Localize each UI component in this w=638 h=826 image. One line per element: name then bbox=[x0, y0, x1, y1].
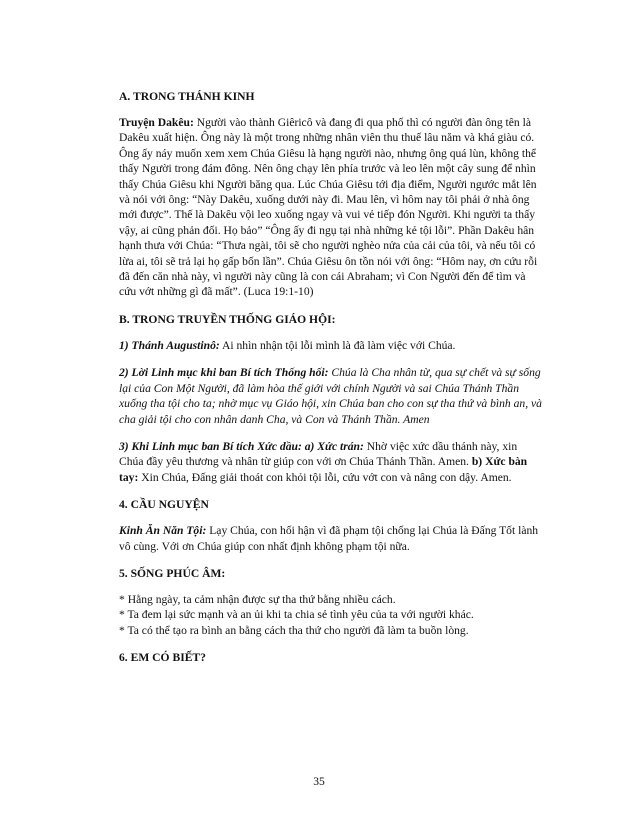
document-body bbox=[119, 89, 543, 676]
section-4-paragraph bbox=[119, 523, 543, 554]
section-5-heading: 5. SỐNG PHÚC ÂM: bbox=[119, 566, 226, 580]
section-a-text: Người vào thành Giêricô và đang đi qua phố thì có người đàn ông tên là Dakêu xuất hiện. Ông này là một trong những nhân viên thu thuế lâu năm và khá giàu có. Ông ấy náy muốn xem xem Chúa Giêsu là hạng người nào, nhưng ông quá lùn, không thể thấy Người trong đám đông. Nên ông chạy lên phía trước và leo lên một cây sung để nhìn thấy Chúa Giêsu khi Người băng qua. Lúc Chúa Giêsu tới địa điểm, Người ngước mắt lên và nói với ông: “Này Dakêu, xuống dưới này đi. Mau lên, vì hôm nay tôi phải ở nhà ông mới được”. Thế là Dakêu vội leo xuống ngay và vui vẻ tiếp đón Người. Khi người ta thấy vậy, ai cũng phản đối. Họ bảo” “Ông ấy đi ngụ tại nhà những kẻ tội lỗi”. Phần Dakêu hân hạnh thưa với Chúa: “Thưa ngài, tôi sẽ cho người nghèo nửa của cải của tôi, và nếu tôi có lừa ai, tôi sẽ trả lại họ gấp bốn lần”. Chúa Giêsu ôn tồn nói với ông: “Hôm nay, ơn cứu rỗi đã đến căn nhà này, vì người này cũng là con cái Abraham; vì Con Người đến để tìm và cứu vớt những gì đã mất”. (Luca 19:1-10) bbox=[119, 116, 538, 299]
list-item: * Ta đem lại sức mạnh và an ủi khi ta chia sẻ tình yêu của ta với người khác. bbox=[119, 608, 474, 622]
section-b-item-3-lead: 3) Khi Linh mục ban Bí tích Xức dầu: a) Xức trán: bbox=[119, 439, 364, 453]
section-b-item-2 bbox=[119, 365, 543, 427]
section-b-item-2-lead: 2) Lời Linh mục khi ban Bí tích Thống hối: bbox=[119, 366, 329, 380]
section-5-bullet-list bbox=[119, 592, 543, 638]
section-b-item-2-text: Chúa là Cha nhân từ, qua sự chết và sự sống lại của Con Một Người, đã làm hòa thế giới với chính Người và sai Chúa Thánh Thần xuống tha tội cho ta; nhờ mục vụ Giáo hội, xin Chúa ban cho con sự tha thứ và bình an, và cha giải tội cho con nhân danh Cha, và Con và Thánh Thần. Amen bbox=[119, 366, 542, 426]
section-b-item-3-text-a: Nhờ việc xức dầu thánh này, xin Chúa đầy yêu thương và nhân từ giúp con với ơn Chúa Thánh Thần. Amen. bbox=[119, 439, 518, 469]
section-b-item-3-text-b: Xin Chúa, Đấng giải thoát con khỏi tội lỗi, cứu vớt con và nâng con dậy. Amen. bbox=[138, 470, 512, 484]
section-b-item-1 bbox=[119, 338, 543, 353]
section-4-lead: Kinh Ăn Năn Tội: bbox=[119, 524, 207, 538]
list-item: * Ta có thể tạo ra bình an bằng cách tha thứ cho người đã làm ta buồn lòng. bbox=[119, 623, 469, 637]
section-b-heading: B. TRONG TRUYỀN THỐNG GIÁO HỘI: bbox=[119, 312, 336, 326]
section-a-lead: Truyện Dakêu: bbox=[119, 116, 194, 129]
page-number: 35 bbox=[313, 775, 325, 788]
section-a-paragraph bbox=[119, 115, 543, 300]
list-item: * Hằng ngày, ta cảm nhận được sự tha thứ bằng nhiều cách. bbox=[119, 592, 396, 606]
section-a-heading: A. TRONG THÁNH KINH bbox=[119, 90, 255, 103]
section-b-item-1-lead: 1) Thánh Augustinô: bbox=[119, 338, 220, 352]
section-4-text: Lạy Chúa, con hối hận vì đã phạm tội chống lại Chúa là Đấng Tốt lành vô cùng. Với ơn Chúa giúp con nhất định không phạm tội nữa. bbox=[119, 524, 539, 553]
section-4-heading: 4. CẦU NGUYỆN bbox=[119, 498, 209, 512]
section-6-heading: 6. EM CÓ BIẾT? bbox=[119, 651, 206, 665]
section-b-item-3 bbox=[119, 439, 543, 485]
section-b-item-3-lead-b: b) Xức bàn tay: bbox=[119, 455, 528, 484]
section-b-item-1-text: Ai nhìn nhận tội lỗi mình là đã làm việc với Chúa. bbox=[219, 338, 456, 352]
